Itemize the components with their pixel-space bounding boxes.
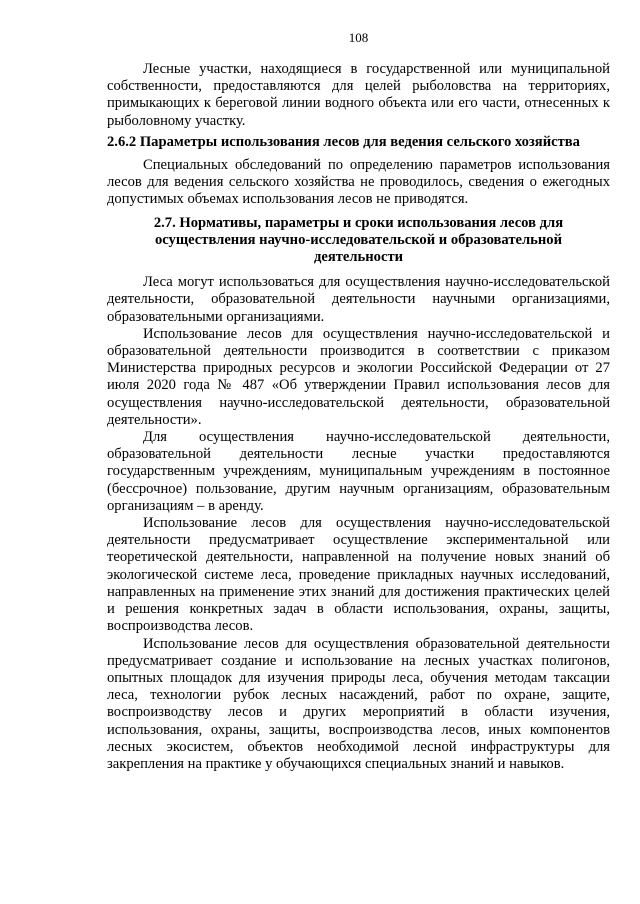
paragraph-research-activity: Использование лесов для осуществления научно-исследовательской деятельности предусматривает осуществление экспериментальной или теоретической деятельности, направленной на получение новых знаний об экологической системе леса, проведение прикладных научных исследований, направленных на применение этих знаний для достижения практических целей и решения конкретных задач в области использования, охраны, защиты, воспроизводства лесов. (107, 515, 610, 635)
paragraph-agriculture-surveys: Специальных обследований по определению параметров использования лесов для ведения сельского хозяйства не проводилось, сведения о ежегодных допустимых объемах использования лесов не приводятся. (107, 157, 610, 208)
paragraph-educational-activity: Использование лесов для осуществления образовательной деятельности предусматривает создание и использование на лесных участках полигонов, опытных площадок для изучения природы леса, обучения методам таксации леса, технологии рубок лесных насаждений, работ по охране, защите, воспроизводству лесов и других мероприятий в области изучения, использования, охраны, защиты, воспроизводства лесов, иных компонентов лесных экосистем, объектов необходимой лесной инфраструктуры для закрепления на практике у обучающихся специальных знаний и навыков. (107, 635, 610, 772)
page-number: 108 (348, 30, 369, 45)
section-heading-2-6-2: 2.6.2 Параметры использования лесов для ведения сельского хозяйства (107, 133, 580, 150)
paragraph-forest-usage-purpose: Леса могут использоваться для осуществления научно-исследовательской деятельности, образовательной деятельности научными организациями, образовательными организациями. (107, 274, 610, 325)
paragraph-ministry-order: Использование лесов для осуществления научно-исследовательской и образовательной деятельности производится в соответствии с приказом Министерства природных ресурсов и экологии Российской Федерации от 27 июля 2020 года № 487 «Об утверждении Правил использования лесов для осуществления научно-исследовательской деятельности, образовательной деятельности». (107, 325, 610, 428)
paragraph-fishing-plots: Лесные участки, находящиеся в государственной или муниципальной собственности, предоставляются для целей рыболовства на территориях, примыкающих к береговой линии водного объекта или его части, отнесенных к рыболовному участку. (107, 61, 610, 129)
section-heading-2-7: 2.7. Нормативы, параметры и сроки использования лесов для осуществления научно-исследовательской и образовательной деятельности (153, 214, 564, 266)
paragraph-plot-provision: Для осуществления научно-исследовательской деятельности, образовательной деятельности лесные участки предоставляются государственным учреждениям, муниципальным учреждениям в постоянное (бессрочное) пользование, другим научным организациям, образовательным организациям – в аренду. (107, 429, 610, 514)
document-body (107, 61, 610, 773)
